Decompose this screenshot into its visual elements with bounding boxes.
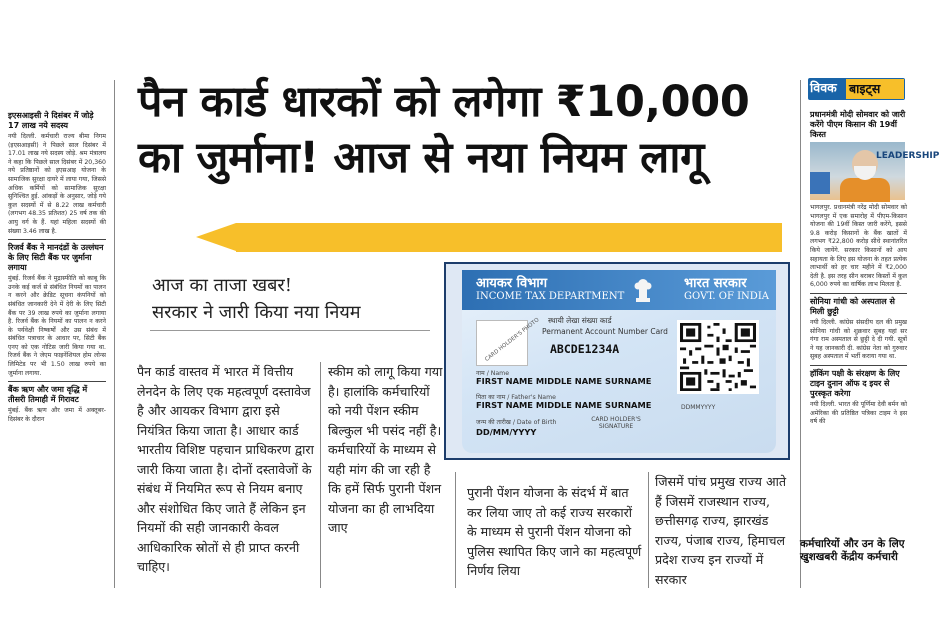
article-column-2: स्कीम को लागू किया गया है। हालांकि कर्मचारियों को नयी पेंशन स्कीम बिल्कुल भी पसंद नहीं है। कर्मचारियों के माध्यम से यही मांग की जा रही है कि हमें सिर्फ पुरानी पेंशन योजना का ही लाभदिया जाए — [328, 364, 443, 535]
left-item-text: मुंबई. बैंक ऋण और जमा में अक्तूबर-दिसंबर के दौरान — [8, 407, 106, 423]
left-news-column — [8, 108, 106, 586]
pan-dept-hindi: आयकर विभाग — [476, 276, 548, 291]
right-item-text: नयी दिल्ली. भारत की पूर्णिमा देवी बर्मन को अमेरिका की प्रतिष्ठित पत्रिका टाइम ने इस वर्ष की — [810, 400, 907, 426]
signature-label: CARD HOLDER'S SIGNATURE — [591, 416, 641, 430]
divider — [8, 239, 106, 240]
father-name-value: FIRST NAME MIDDLE NAME SURNAME — [476, 400, 652, 410]
divider — [150, 330, 430, 331]
divider — [810, 365, 907, 366]
dob-value: DD/MM/YYYY — [476, 427, 537, 437]
name-label: नाम / Name — [476, 370, 510, 377]
headline-line-2: का जुर्माना! आज से नया नियम लागू — [138, 133, 705, 183]
photo-caption-text: LEADERSHIP — [876, 151, 939, 161]
column-divider — [455, 472, 456, 588]
right-item-text: नयी दिल्ली. कांग्रेस संसदीय दल की प्रमुख सोनिया गांधी को शुक्रवार सुबह यहां सर गंगा राम अस्पताल से छुट्टी दे दी गयी. सूत्रों ने यह जानकारी दी. कांग्रेस नेता को गुरुवार सुबह अस्पताल में भर्ती कराया गया था. — [810, 318, 907, 361]
main-headline — [138, 74, 798, 186]
divider — [8, 381, 106, 382]
column-divider — [320, 362, 321, 588]
photo-label: CARD HOLDER'S PHOTO — [484, 317, 541, 363]
column-divider — [648, 472, 649, 588]
right-item-headline: सोनिया गांधी को अस्पताल से मिली छुट्टी — [810, 296, 895, 316]
left-item-text: मुंबई. रिजर्व बैंक ने मुद्रास्फीति को काबू कि उनके कई कर्ज से संबंधित नियमों का पालन न करने और क्रेडिट सूचना कंपनियों को संबंधित जानकारी देने में देरी के लिए सिटी बैंक पर 39 लाख रुपये का जुर्माना लगाया है. रिजर्व बैंक के नियमों का पालन न करने के पर्यवेक्षी निष्कर्षों और उस संबंध में संबंधित पत्राचार के आधार पर, सिटी बैंक एनए को एक नोटिस जारी किया गया था. रिजर्व बैंक ने जेएम फाइनेंशियल होम लोन्स लिमिटेड पर भी 1.50 लाख रुपये का जुर्माना लगाया. — [8, 275, 106, 377]
bottom-margin — [0, 588, 932, 633]
qr-code-icon — [677, 320, 759, 394]
column-divider — [800, 80, 801, 588]
right-item-headline: प्रधानमंत्री मोदी सोमवार को जारी करेंगे पीएम किसान की 19वीं किस्त — [810, 110, 906, 139]
article-column-3: पुरानी पेंशन योजना के संदर्भ में बात कर लिया जाए तो कई राज्य सरकारों के माध्यम से पुरानी पेंशन योजना को पुलिस स्थापित किए जाने का महत्वपूर्ण निर्णय लिया — [467, 485, 642, 578]
right-item-headline: हॉकिंग पक्षी के संरक्षण के लिए टाइन दुनान ऑफ द इयर से पुरस्कृत करेगा — [810, 368, 900, 398]
pan-dept-english: INCOME TAX DEPARTMENT — [476, 291, 625, 302]
overlapping-text: कर्मचारियों और उन के लिए खुशखबरी केंद्रीय कर्मचारी — [800, 538, 905, 563]
yellow-arrow-tip — [196, 223, 236, 251]
divider — [810, 293, 907, 294]
name-value: FIRST NAME MIDDLE NAME SURNAME — [476, 376, 652, 386]
news-photo — [810, 142, 939, 200]
dob-label: जन्म की तारीख / Date of Birth — [476, 419, 557, 426]
column-divider — [114, 80, 115, 588]
article-column-4: जिसमें पांच प्रमुख राज्य आते हैं जिसमें राजस्थान राज्य, छत्तीसगढ़ राज्य, झारखंड राज्य, पंजाब राज्य, हिमाचल प्रदेश राज्य इन राज्यों में सरकार — [655, 474, 787, 587]
photo-badge — [810, 172, 830, 194]
article-column-1: पैन कार्ड वास्तव में भारत में वित्तीय लेनदेन के लिए एक महत्वपूर्ण दस्तावेज है और आयकर विभाग द्वारा इसे नियंत्रित किया जाता है। आधार कार्ड भारतीय विशिष्ट पहचान प्राधिकरण द्वारा जारी किया जाता है। दोनों दस्तावेजों के संबंध में नियमित रूप से नियम बनाए और संशोधित किए जाते हैं लेकिन इन नियमों की सही जानकारी केवल आधिकारिक स्रोतों से ही प्राप्त करनी चाहिए। — [137, 364, 314, 574]
logo-text-part-2: बाइट्स — [846, 79, 904, 99]
pan-account-english: Permanent Account Number Card — [542, 327, 668, 336]
photo-placeholder — [476, 317, 541, 366]
logo-text-part-1: विवक — [810, 80, 837, 95]
left-item-headline: इएसआइसी ने दिसंबर में जोड़े 17 लाख नये सदस्य — [8, 111, 94, 130]
headline-line-1: पैन कार्ड धारकों को लगेगा ₹10,000 — [138, 77, 750, 127]
national-emblem-icon — [632, 276, 654, 306]
pan-number: ABCDE1234A — [550, 342, 620, 356]
qr-caption: DDMMYYYY — [681, 404, 716, 411]
right-news-column — [810, 108, 939, 586]
pan-account-hindi: स्थायी लेखा संख्या कार्ड — [548, 316, 612, 325]
pan-govt-hindi: भारत सरकार — [684, 276, 747, 291]
left-item-headline: बैंक ऋण और जमा वृद्धि में तीसरी तिमाही में गिरावट — [8, 385, 88, 405]
subhead — [152, 272, 432, 326]
yellow-banner — [236, 223, 782, 252]
left-item-text: नयी दिल्ली. कर्मचारी राज्य बीमा निगम (इएसआइसी) ने पिछले साल दिसंबर में 17.01 लाख नये सदस्य जोड़े. श्रम मंत्रालय ने कहा कि पिछले साल दिसंबर में 20,360 नये प्रतिष्ठानों को इएसआइ योजना के सामाजिक सुरक्षा दायरे में लाया गया, जिससे अधिक कर्मियों को सामाजिक सुरक्षा सुनिश्चित हुई. आंकड़ों के अनुसार, जोड़े गये कुल सदस्यों में से 8.22 लाख कर्मचारी (लगभग 48.35 प्रतिशत) 25 वर्ष तक की आयु वर्ग के हैं. यहां महिला सदस्यों की संख्या 3.46 लाख है. — [8, 133, 106, 235]
subhead-line-2: सरकार ने जारी किया नया नियम — [152, 302, 361, 323]
right-item-text: भागलपुर. प्रधानमंत्री नरेंद्र मोदी सोमवार को भागलपुर में एक समारोह में पीएम-किसान योजना की 19वीं किस्त जारी करेंगे, इससे 9.8 करोड़ किसानों के बैंक खातों में लगभग ₹22,800 करोड़ सीधे स्थानांतरित किये जायेंगे. सरकार किसानों को आय सहायता के लिए इस योजना के तहत प्रत्येक लाभार्थी को हर चार महीने में ₹2,000 देती है. इस तरह सीन बराबर किस्तों में कुल 6,000 रुपये का वार्षिक लाभ मिलता है. — [810, 204, 907, 289]
father-name-label: पिता का नाम / Father's Name — [476, 394, 556, 401]
pan-card-image — [462, 270, 776, 453]
photo-figure-body — [840, 178, 890, 202]
subhead-line-1: आज का ताजा खबर! — [152, 275, 292, 296]
pan-govt-english: GOVT. OF INDIA — [684, 291, 769, 302]
left-item-headline: रिजर्व बैंक ने मानदंडों के उल्लंघन के लिए सिटी बैंक पर जुर्माना लगाया — [8, 243, 104, 273]
